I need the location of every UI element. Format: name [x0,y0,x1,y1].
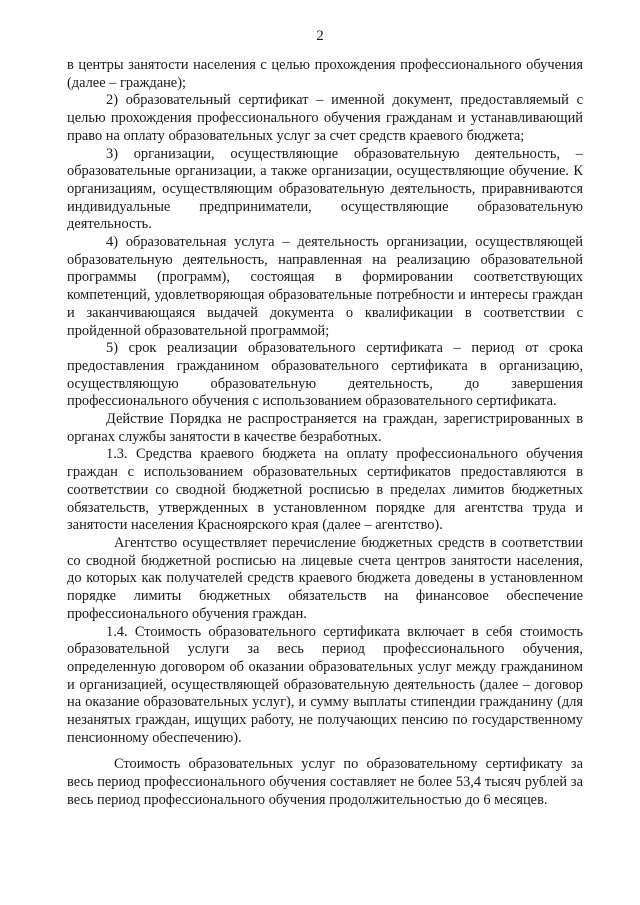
paragraph-item-3: 3) организации, осуществляющие образовательную деятельность, – образовательные организации, а также организации, осуществляющие обучение. К организациям, осуществляющим образовательную деятельность, приравниваются индивидуальные предприниматели, осуществляющие образовательную деятельность. [67,145,583,233]
paragraph-section-1-4: 1.4. Стоимость образовательного сертификата включает в себя стоимость образовательной услуги за весь период профессионального обучения, определенную договором об оказании образовательных услуг между гражданином и организацией, осуществляющей образовательную деятельность (далее – договор на оказание образовательных услуг), и сумму выплаты стипендии гражданину (для незанятых граждан, ищущих работу, не получающих пенсию по государственному пенсионному обеспечению). [67,623,583,746]
paragraph-item-5: 5) срок реализации образовательного сертификата – период от срока предоставления гражданином образовательного сертификата в организацию, осуществляющую образовательную деятельность, до завершения профессионального обучения с использованием образовательного сертификата. [67,340,583,410]
paragraph-section-1-3: 1.3. Средства краевого бюджета на оплату профессионального обучения граждан с использованием образовательных сертификатов предоставляются в соответствии со сводной бюджетной росписью в пределах лимитов бюджетных обязательств, утвержденных в установленном порядке для агентства труда и занятости населения Красноярского края (далее – агентство). [67,446,583,534]
paragraph-exclusion-note: Действие Порядка не распространяется на граждан, зарегистрированных в органах службы занятости в качестве безработных. [67,411,583,445]
paragraph-cost-limit: Стоимость образовательных услуг по образовательному сертификату за весь период профессионального обучения составляет не более 53,4 тысяч рублей за весь период профессионального обучения продолжительностью до 6 месяцев. [67,756,583,808]
paragraph-continuation: в центры занятости населения с целью прохождения профессионального обучения (далее – граждане); [67,57,583,91]
document-body [67,57,583,810]
paragraph-item-2: 2) образовательный сертификат – именной документ, предоставляемый с целью прохождения профессионального обучения гражданам и устанавливающий право на оплату образовательных услуг за счет средств краевого бюджета; [67,92,583,144]
paragraph-item-4: 4) образовательная услуга – деятельность организации, осуществляющей образовательную деятельность, направленная на реализацию образовательной программы (программ), состоящая в формировании соответствующих компетенций, удовлетворяющая образовательные потребности и интересы граждан и заканчивающаяся выдачей документа о квалификации в соответствии с пройденной образовательной программой; [67,234,583,339]
page-number: 2 [316,28,324,44]
paragraph-agency-transfer: Агентство осуществляет перечисление бюджетных средств в соответствии со сводной бюджетной росписью на лицевые счета центров занятости населения, до которых как получателей средств краевого бюджета доведены в установленном порядке лимиты бюджетных обязательств на финансовое обеспечение профессионального обучения граждан. [67,534,583,622]
